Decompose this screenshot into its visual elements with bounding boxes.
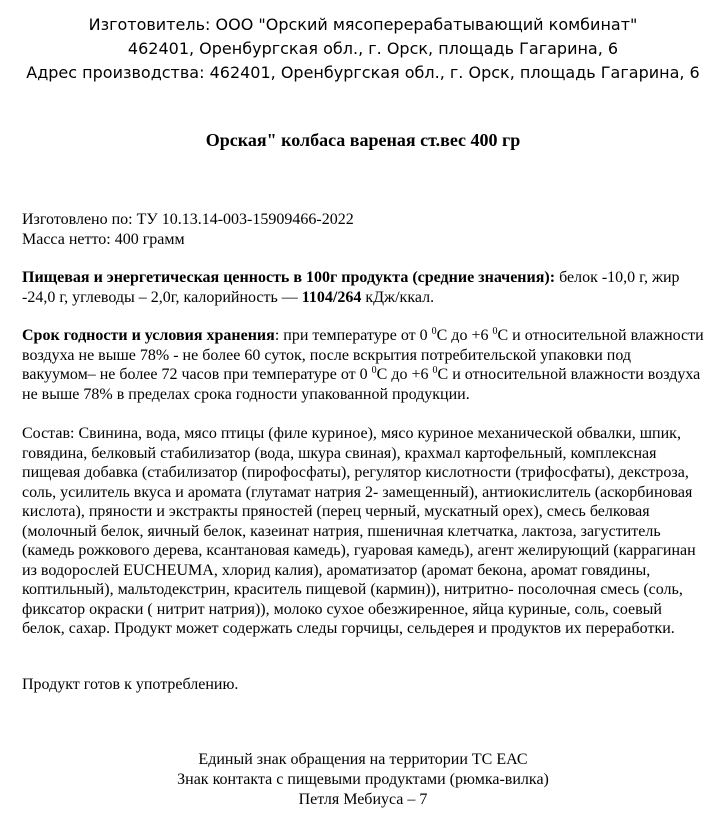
composition-text: Состав: Свинина, вода, мясо птицы (филе куриное), мясо куриное механической обвалки, шпик, говядина, белковый стабилизатор (вода, шкура свиная), крахмал картофельный, комплексная пищевая добавка (стабилизатор (пирофосфаты), регулятор кислотности (трифосфаты), декстроза, соль, усилитель вкуса и аромата (глутамат натрия 2- замещенный), антиокислитель (аскорбиновая кислота), пряности и экстракты пряностей (перец черный, мускатный орех), смесь белковая (молочный белок, яичный белок, казеинат натрия, пшеничная клетчатка, лактоза, загуститель (камедь рожкового дерева, ксантановая камедь), гуаровая камедь), агент желирующий (каррагинан из водорослей EUCHEUMA, хлорид калия), ароматизатор (аромат бекона, аромат говядины, коптильный), мальтодекстрин, краситель пищевой (кармин)), нитритно- посолочная смесь (соль, фиксатор окраски ( нитрит натрия)), молоко сухое обезжиренное, яйца куриные, соль, соевый белок, сахар. Продукт может содержать следы горчицы, сельдерея и продуктов их переработки. — [22, 425, 696, 637]
manufacturer-line: Изготовитель: ООО "Орский мясоперерабатывающий комбинат" — [88, 15, 638, 34]
degree-mark: 0 — [492, 326, 498, 337]
footer-food-contact: Знак контакта с пищевыми продуктами (рюмка-вилка) — [177, 771, 549, 788]
net-mass: Масса нетто: 400 грамм — [22, 230, 185, 248]
energy-unit: кДж/ккал. — [361, 288, 435, 306]
composition-block — [22, 424, 704, 639]
nutrition-block — [22, 268, 704, 307]
storage-text-1: : при температуре от 0 — [274, 327, 432, 344]
ready-text: Продукт готов к употреблению. — [22, 676, 239, 693]
storage-text-4: С до +6 — [376, 366, 433, 383]
ready-block — [22, 675, 704, 695]
production-address: Адрес производства: 462401, Оренбургская обл., г. Орск, площадь Гагарина, 6 — [26, 63, 700, 82]
manufacturer-address: 462401, Оренбургская обл., г. Орск, площадь Гагарина, 6 — [127, 39, 619, 58]
degree-mark: 0 — [431, 326, 437, 337]
degree-mark: 0 — [432, 365, 438, 376]
footer-mobius: Петля Мебиуса – 7 — [298, 791, 428, 808]
storage-text-5: С и относительной влажности воздуха не выше 78% в пределах срока годности упакованной продукции. — [22, 366, 701, 403]
nutrition-values: белок -10,0 г, жир -24,0 г, углеводы – 2,0г, калорийность — — [22, 269, 680, 306]
storage-text-3: С и относительной влажности воздуха не выше 78% - не более 60 суток, после вскрытия потребительской упаковки под вакуумом– не более 72 часов при температуре от 0 — [22, 327, 704, 383]
footer — [0, 750, 726, 810]
product-title: Орская" колбаса вареная ст.вес 400 гр — [205, 130, 521, 150]
specs-block — [22, 210, 704, 249]
footer-eac: Единый знак обращения на территории ТС ЕАС — [198, 751, 528, 768]
storage-block — [22, 326, 704, 404]
storage-text-2: С до +6 — [436, 327, 493, 344]
made-by: Изготовлено по: ТУ 10.13.14-003-15909466-2022 — [22, 211, 354, 228]
energy-value: 1104/264 — [301, 288, 362, 306]
degree-mark: 0 — [371, 365, 377, 376]
storage-label: Срок годности и условия хранения — [22, 327, 275, 344]
nutrition-label: Пищевая и энергетическая ценность в 100г продукта (средние значения): — [22, 269, 556, 286]
